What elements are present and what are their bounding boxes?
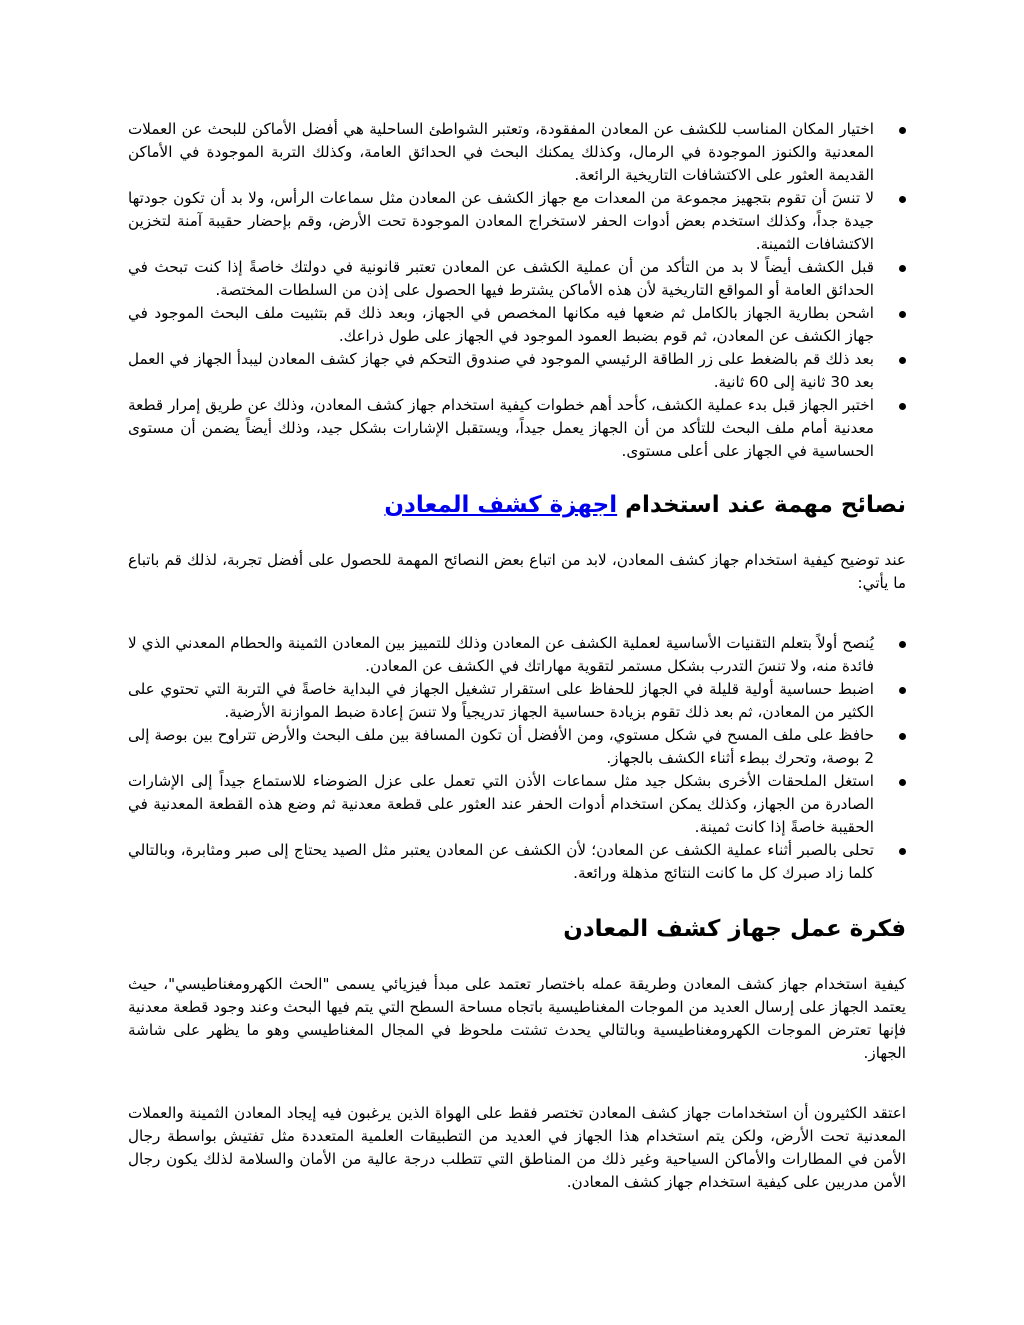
bullet-icon xyxy=(899,687,906,694)
list-item-text: اختبر الجهاز قبل بدء عملية الكشف، كأحد أهم خطوات كيفية استخدام جهاز كشف المعادن، وذلك عن طريق إمرار قطعة معدنية أمام ملف البحث للتأكد من أن الجهاز يعمل جيداً، ويستقبل الإشارات بشكل جيد، وذلك أيضاً يضمن أن مستوى الحساسية في الجهاز على أعلى مستوى. xyxy=(128,396,874,460)
document-page xyxy=(128,118,906,1194)
list-item-text: لا تنسَ أن تقوم بتجهيز مجموعة من المعدات مع جهاز الكشف عن المعادن مثل سماعات الرأس، ولا بد أن تكون جودتها جيدة جداً، وكذلك استخدم بعض أدوات الحفر لاستخراج المعادن الموجودة تحت الأرض، وقم بإحضار حقيبة آمنة لتخزين الاكتشافات الثمينة. xyxy=(128,189,874,253)
uses-paragraph: اعتقد الكثيرون أن استخدامات جهاز كشف المعادن تختصر فقط على الهواة الذين يرغبون فيه إيجاد المعادن الثمينة والعملات المعدنية تحت الأرض، ولكن يتم استخدام هذا الجهاز في العديد من التطبيقات العلمية المتعددة مثل تفتيش بواسطة رجال الأمن في المطارات والأماكن السياحية وغير ذلك من المناطق التي تتطلب درجة عالية من الأمان والسلامة لذلك يكون رجال الأمن مدربين على كيفية استخدام جهاز كشف المعادن. xyxy=(128,1104,906,1191)
list-item-text: اشحن بطارية الجهاز بالكامل ثم ضعها فيه مكانها المخصص في الجهاز، وبعد ذلك قم بتثبيت ملف البحث الموجود في جهاز الكشف عن المعادن، ثم قوم بضبط العمود الموجود في الجهاز على طول ذراعك. xyxy=(128,304,874,345)
bullet-icon xyxy=(899,641,906,648)
list-item-text: يُنصح أولاً بتعلم التقنيات الأساسية لعملية الكشف عن المعادن وذلك للتمييز بين المعادن الثمينة والحطام المعدني الذي لا فائدة منه، ولا تنسَ التدرب بشكل مستمر لتقوية مهاراتك في الكشف عن المعادن. xyxy=(128,634,874,675)
list-item xyxy=(128,348,906,394)
list-item-text: حافظ على ملف المسح في شكل مستوي، ومن الأفضل أن تكون المسافة بين ملف البحث والأرض تتراوح بين بوصة إلى 2 بوصة، وتحرك ببطء أثناء الكشف بالجهاز. xyxy=(128,726,874,767)
list-item xyxy=(128,302,906,348)
list-item xyxy=(128,394,906,463)
list-item xyxy=(128,256,906,302)
list-item xyxy=(128,839,906,885)
bullet-icon xyxy=(899,403,906,410)
bullet-icon xyxy=(899,357,906,364)
bullet-icon xyxy=(899,265,906,272)
tips-list xyxy=(128,632,906,885)
list-item xyxy=(128,770,906,839)
bullet-icon xyxy=(899,196,906,203)
how-it-works-paragraph: كيفية استخدام جهاز كشف المعادن وطريقة عمله باختصار تعتمد على مبدأ فيزيائي يسمى "الحث الكهرومغناطيسي"، حيث يعتمد الجهاز على إرسال العديد من الموجات المغناطيسية باتجاه مساحة السطح التي يتم فيها البحث وعند وجود قطعة معدنية فإنها تعترض الموجات الكهرومغناطيسية وبالتالي يحدث تشتت ملحوظ في المجال المغناطيسي وهو ما يظهر على شاشة الجهاز. xyxy=(128,975,906,1062)
bullet-icon xyxy=(899,848,906,855)
metal-detectors-link[interactable]: اجهزة كشف المعادن xyxy=(384,492,618,518)
list-item-text: تحلى بالصبر أثناء عملية الكشف عن المعادن؛ لأن الكشف عن المعادن يعتبر مثل الصيد يحتاج إلى صبر ومثابرة، وبالتالي كلما زاد صبرك كل ما كانت النتائج مذهلة ورائعة. xyxy=(128,841,874,882)
list-item-text: استغل الملحقات الأخرى بشكل جيد مثل سماعات الأذن التي تعمل على عزل الضوضاء للاستماع جيداً إلى الإشارات الصادرة من الجهاز، وكذلك يمكن استخدام أدوات الحفر عند العثور على قطعة معدنية ثم وضع هذه القطعة المعدنية في الحقيبة خاصةً إذا كانت ثمينة. xyxy=(128,772,874,836)
tips-intro-paragraph: عند توضيح كيفية استخدام جهاز كشف المعادن، لابد من اتباع بعض النصائح المهمة للحصول على أفضل تجربة، لذلك قم باتباع ما يأتي: xyxy=(128,551,906,592)
list-item-text: قبل الكشف أيضاً لا بد من التأكد من أن عملية الكشف عن المعادن تعتبر قانونية في دولتك خاصةً إذا كنت تبحث في الحدائق العامة أو المواقع التاريخية لأن هذه الأماكن يشترط فيها الحصول على إذن من السلطات المختصة. xyxy=(128,258,874,299)
steps-list xyxy=(128,118,906,463)
list-item xyxy=(128,724,906,770)
bullet-icon xyxy=(899,733,906,740)
section-heading-how-it-works: فكرة عمل جهاز كشف المعادن xyxy=(563,916,906,942)
list-item xyxy=(128,632,906,678)
section-heading-tips xyxy=(128,489,906,521)
heading-text: نصائح مهمة عند استخدام xyxy=(617,492,906,518)
list-item xyxy=(128,187,906,256)
bullet-icon xyxy=(899,311,906,318)
list-item-text: اختيار المكان المناسب للكشف عن المعادن المفقودة، وتعتبر الشواطئ الساحلية هي أفضل الأماكن للبحث عن العملات المعدنية والكنوز الموجودة في الرمال، وكذلك يمكنك البحث في الحدائق العامة، وكذلك التربة الموجودة في الأماكن القديمة العثور على الاكتشافات التاريخية الرائعة. xyxy=(128,120,874,184)
bullet-icon xyxy=(899,127,906,134)
list-item-text: اضبط حساسية أولية قليلة في الجهاز للحفاظ على استقرار تشغيل الجهاز في البداية خاصةً في التربة التي تحتوي على الكثير من المعادن، ثم بعد ذلك تقوم بزيادة حساسية الجهاز تدريجياً ولا تنسَ إعادة ضبط الموازنة الأرضية. xyxy=(128,680,874,721)
list-item-text: بعد ذلك قم بالضغط على زر الطاقة الرئيسي الموجود في صندوق التحكم في جهاز كشف المعادن ليبدأ الجهاز في العمل بعد 30 ثانية إلى 60 ثانية. xyxy=(128,350,874,391)
list-item xyxy=(128,118,906,187)
list-item xyxy=(128,678,906,724)
bullet-icon xyxy=(899,779,906,786)
